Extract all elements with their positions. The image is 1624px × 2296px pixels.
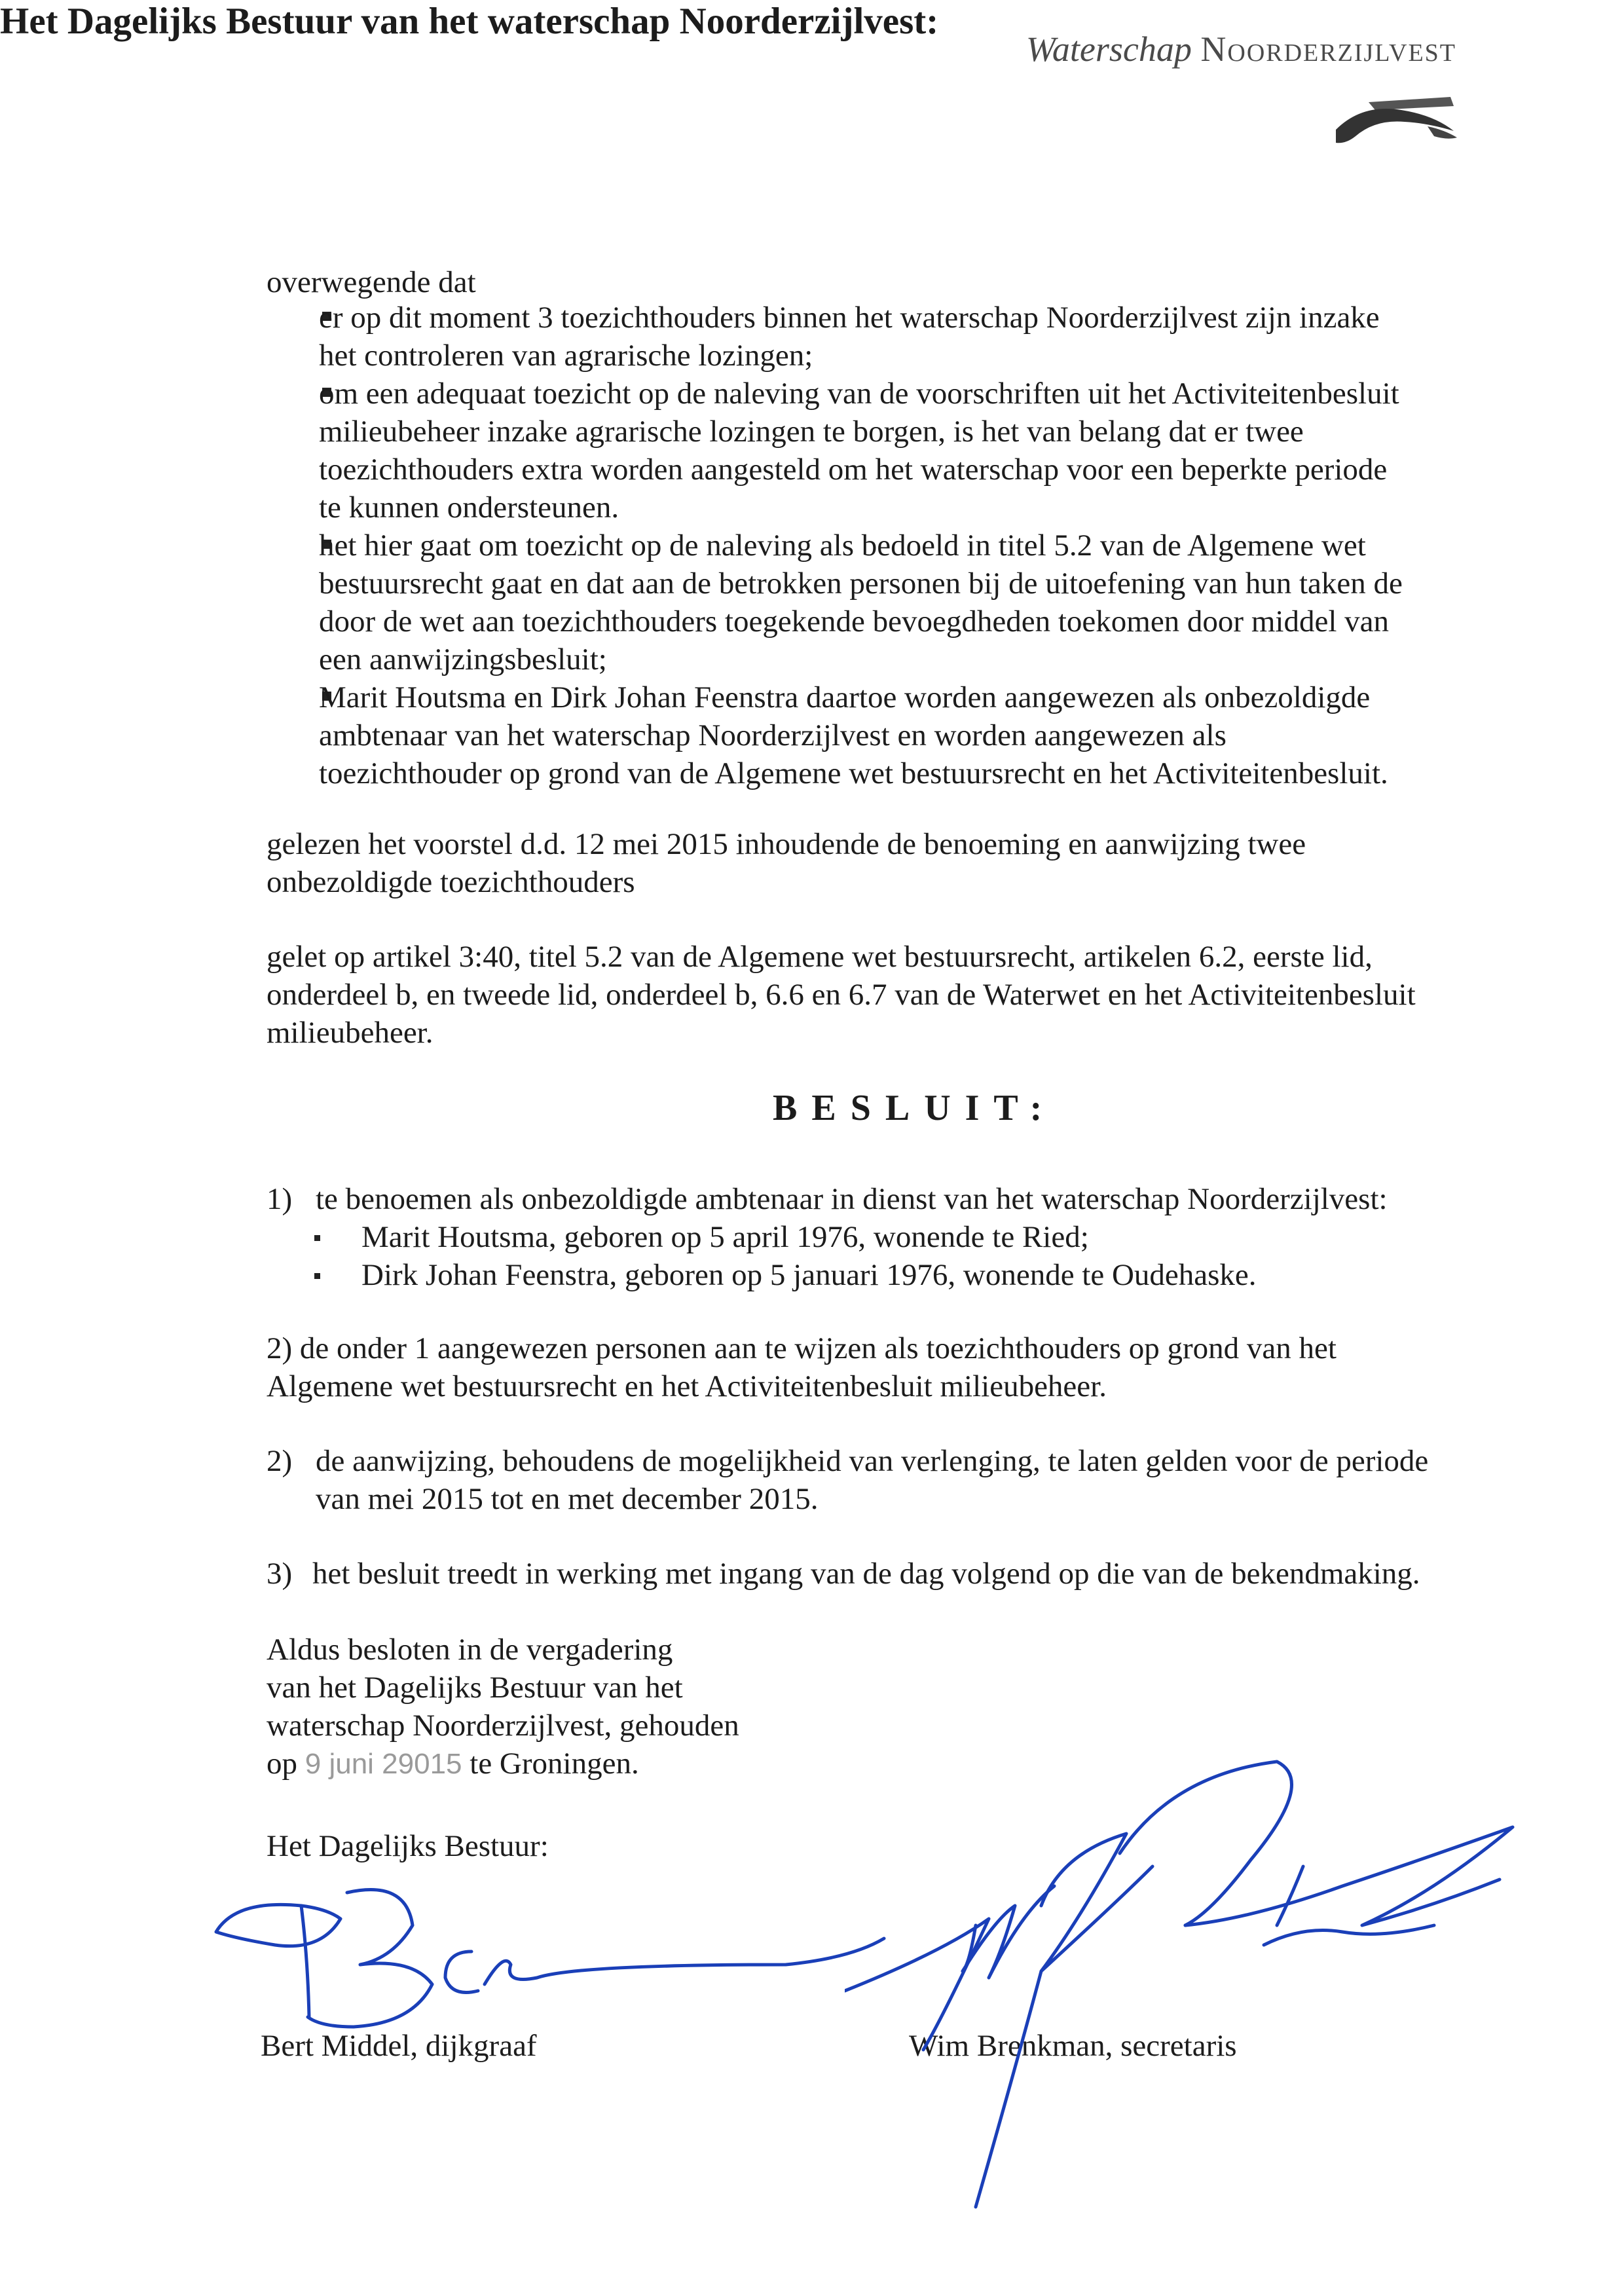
org-name-caps: Noorderzijlvest	[1200, 29, 1456, 69]
besluit-title: BESLUIT:	[773, 1088, 1057, 1128]
considerations-intro: overwegende dat	[267, 265, 476, 299]
decision-text: van mei 2015 tot en met december 2015.	[316, 1482, 819, 1516]
decision-number: 2)	[267, 1444, 293, 1478]
decision-text: Algemene wet bestuursrecht en het Activiteitenbesluit milieubeheer.	[267, 1369, 1107, 1403]
bullet-icon	[314, 1273, 320, 1279]
decision-number: 3)	[267, 1557, 293, 1591]
signatory-left: Bert Middel, dijkgraaf	[261, 2029, 537, 2063]
bullet-icon	[314, 1235, 320, 1241]
decision-number: 1)	[267, 1182, 293, 1216]
decision-text: de aanwijzing, behoudens de mogelijkheid van verlenging, te laten gelden voor de periode	[316, 1444, 1429, 1478]
organization-name	[1026, 29, 1456, 69]
decision-text: het besluit treedt in werking met ingang van de dag volgend op die van de bekendmaking.	[312, 1557, 1420, 1591]
appointed-person: Marit Houtsma, geboren op 5 april 1976, wonende te Ried;	[361, 1220, 1089, 1254]
waterschap-wave-logo-icon	[1329, 90, 1460, 156]
document-heading: Het Dagelijks Bestuur van het waterschap Noorderzijlvest:	[0, 1, 939, 42]
board-label: Het Dagelijks Bestuur:	[267, 1829, 549, 1863]
signature-right-icon	[845, 1755, 1539, 2213]
date-stamp: 9 juni 29015	[304, 1748, 462, 1780]
signatory-right: Wim Brenkman, secretaris	[909, 2029, 1237, 2063]
decision-text: 2) de onder 1 aangewezen personen aan te wijzen als toezichthouders op grond van het	[267, 1331, 1337, 1365]
decision-text: te benoemen als onbezoldigde ambtenaar in dienst van het waterschap Noorderzijlvest:	[316, 1182, 1388, 1216]
meeting-date-line: op 9 juni 29015 te Groningen.	[267, 1747, 639, 1781]
appointed-person: Dirk Johan Feenstra, geboren op 5 januari 1976, wonende te Oudehaske.	[361, 1258, 1257, 1292]
org-name-italic: Waterschap	[1025, 29, 1192, 69]
